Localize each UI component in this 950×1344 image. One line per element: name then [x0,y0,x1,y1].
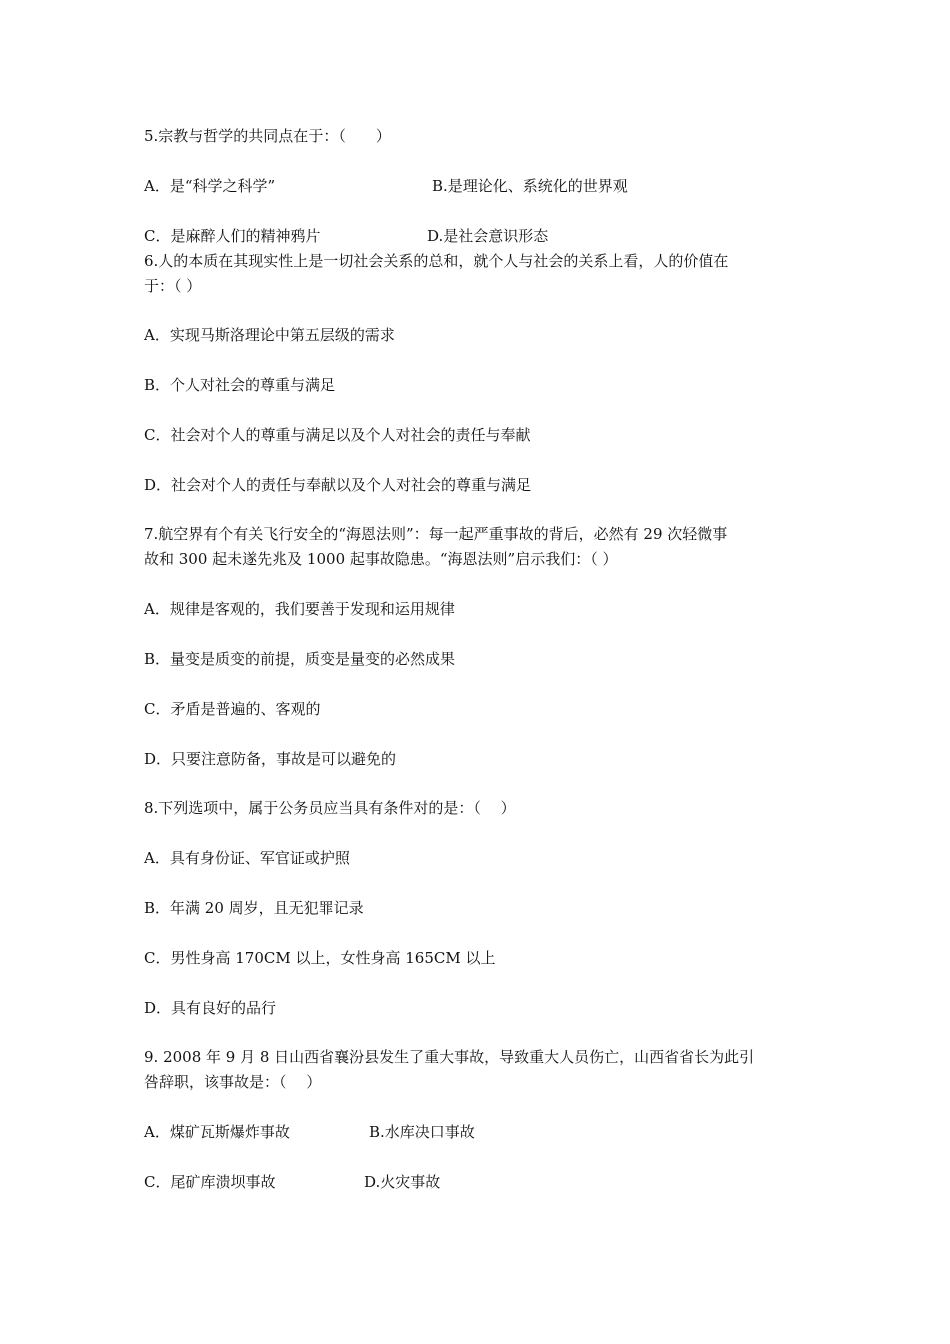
q8-option-d: D．具有良好的品行 [144,999,277,1017]
q8-option-b: B．年满 20 周岁，且无犯罪记录 [144,899,364,917]
q5-option-d: D.是社会意识形态 [427,227,549,245]
q5-option-c: C．是麻醉人们的精神鸦片 [144,227,321,245]
q5-option-b: B.是理论化、系统化的世界观 [432,177,628,195]
q6-option-d: D．社会对个人的责任与奉献以及个人对社会的尊重与满足 [144,476,532,494]
q9-stem-line-2: 咎辞职，该事故是：（ ） [144,1073,322,1091]
q9-option-d: D.火灾事故 [364,1173,441,1191]
q7-option-d: D．只要注意防备，事故是可以避免的 [144,750,397,768]
q6-stem-line-2: 于：（ ） [144,277,202,295]
q7-option-a: A．规律是客观的，我们要善于发现和运用规律 [144,600,455,618]
q7-stem-line-1: 7.航空界有个有关飞行安全的“海恩法则”：每一起严重事故的背后，必然有 29 次轻微事 [144,525,728,543]
q9-stem-line-1: 9. 2008 年 9 月 8 日山西省襄汾县发生了重大事故，导致重大人员伤亡，山西省省长为此引 [144,1048,755,1066]
q6-option-b: B．个人对社会的尊重与满足 [144,376,336,394]
q6-option-c: C．社会对个人的尊重与满足以及个人对社会的责任与奉献 [144,426,531,444]
q5-stem: 5.宗教与哲学的共同点在于：（ ） [144,127,391,145]
q6-stem-line-1: 6.人的本质在其现实性上是一切社会关系的总和，就个人与社会的关系上看，人的价值在 [144,252,729,270]
q7-option-c: C．矛盾是普遍的、客观的 [144,700,321,718]
q7-stem-line-2: 故和 300 起未遂先兆及 1000 起事故隐患。“海恩法则”启示我们：（ ） [144,550,618,568]
q9-option-a: A．煤矿瓦斯爆炸事故 [144,1123,290,1141]
q9-option-b: B.水库决口事故 [369,1123,475,1141]
q5-option-row-1 [144,174,628,198]
q9-option-row-2 [144,1170,441,1194]
q8-stem: 8.下列选项中，属于公务员应当具有条件对的是：（ ） [144,799,516,817]
q7-option-b: B．量变是质变的前提，质变是量变的必然成果 [144,650,456,668]
q9-option-c: C．尾矿库溃坝事故 [144,1173,276,1191]
q9-option-row-1 [144,1120,475,1144]
q8-option-a: A．具有身份证、军官证或护照 [144,849,350,867]
q5-option-a: A．是“科学之科学” [144,177,276,195]
q6-option-a: A．实现马斯洛理论中第五层级的需求 [144,326,395,344]
q8-option-c: C．男性身高 170CM 以上，女性身高 165CM 以上 [144,949,496,967]
q5-option-row-2 [144,224,549,248]
